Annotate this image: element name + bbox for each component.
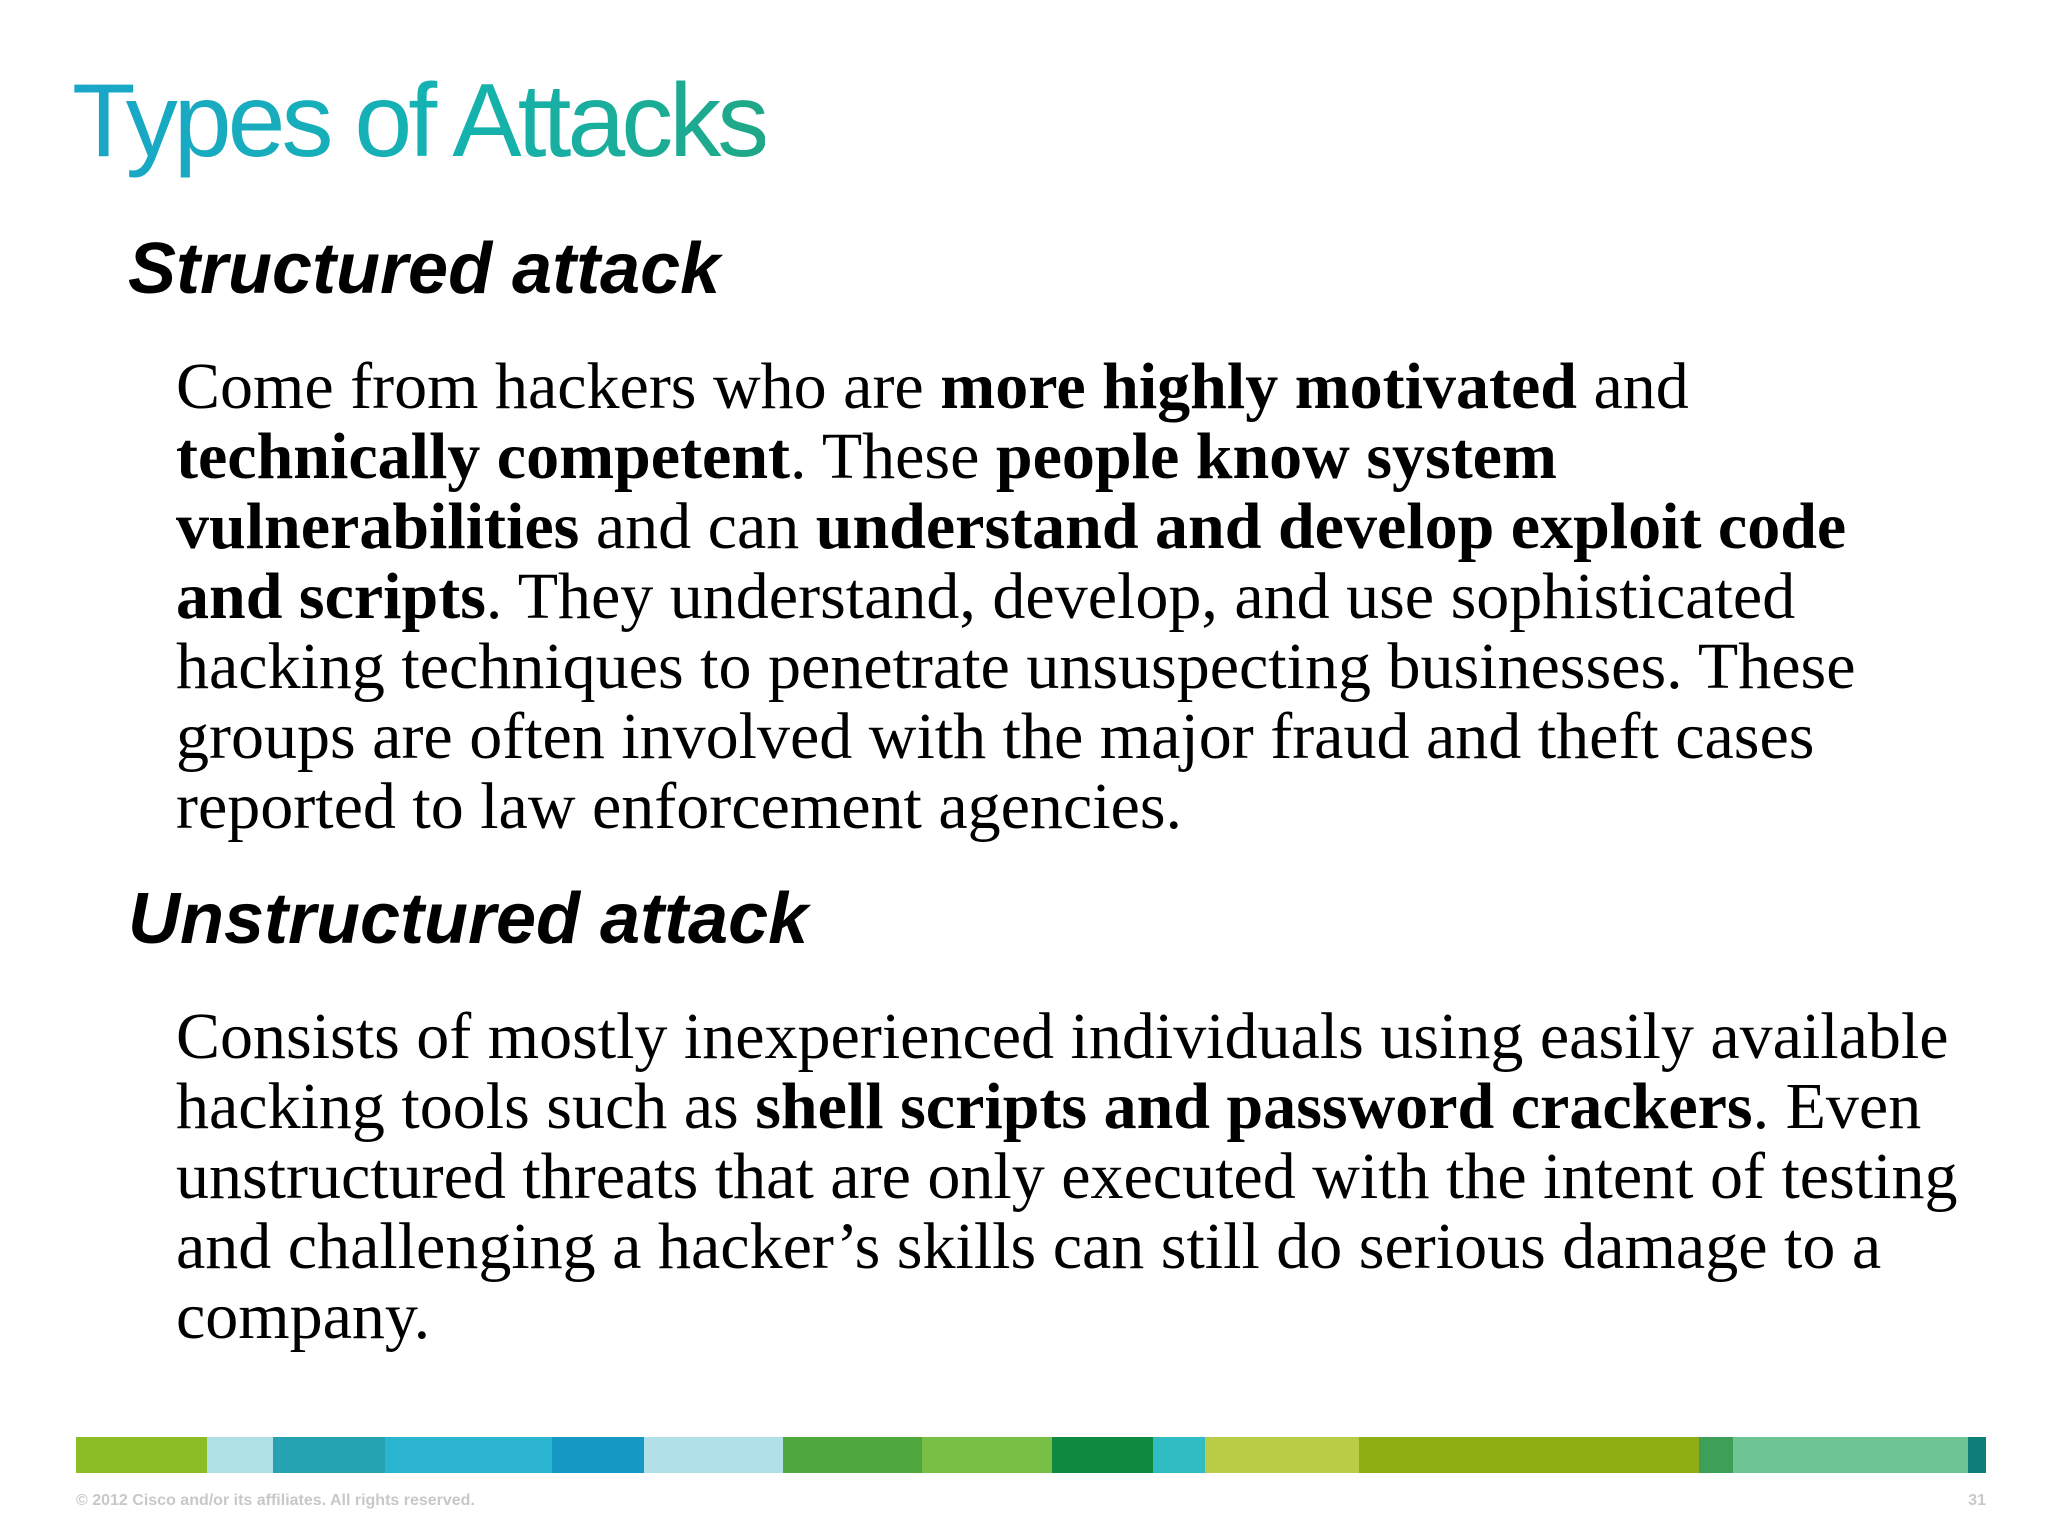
color-bar-segment xyxy=(207,1437,273,1473)
page-number: 31 xyxy=(1968,1492,1986,1509)
color-bar-segment xyxy=(1153,1437,1205,1473)
color-bar-segment xyxy=(1359,1437,1698,1473)
color-bar-segment xyxy=(76,1437,207,1473)
body-text: . They understand, develop, and use sophisticated hacking techniques to penetrate unsuspecting businesses. These groups are often involved with the major fraud and theft cases reported to law enforcement agencies. xyxy=(176,560,1856,843)
color-bar-segment xyxy=(1733,1437,1968,1473)
color-bar-segment xyxy=(1968,1437,1986,1473)
body-text: . These xyxy=(790,420,996,493)
section-paragraph-unstructured xyxy=(176,1002,1966,1352)
color-bar-segment xyxy=(385,1437,552,1473)
body-text: and can xyxy=(579,490,816,563)
body-text: and xyxy=(1576,350,1689,423)
color-bar-segment xyxy=(1052,1437,1152,1473)
section-paragraph-structured xyxy=(176,352,1966,842)
emphasis-text: understand and develop exploit code and scripts xyxy=(176,490,1847,633)
color-bar-segment xyxy=(922,1437,1053,1473)
color-bar-segment xyxy=(552,1437,644,1473)
copyright-notice: © 2012 Cisco and/or its affiliates. All rights reserved. xyxy=(76,1492,475,1509)
color-bar-segment xyxy=(644,1437,783,1473)
color-bar-segment xyxy=(783,1437,922,1473)
body-text: . Even unstructured threats that are only executed with the intent of testing and challenging a hacker’s skills can still do serious damage to a company. xyxy=(176,1070,1958,1353)
color-bar-segment xyxy=(1205,1437,1360,1473)
emphasis-text: people know system vulnerabilities xyxy=(176,420,1557,563)
color-bar-segment xyxy=(1699,1437,1733,1473)
color-bar-segment xyxy=(273,1437,385,1473)
section-heading-structured: Structured attack xyxy=(128,229,721,309)
emphasis-text: more highly motivated xyxy=(940,350,1577,423)
emphasis-text: shell scripts and password crackers xyxy=(755,1070,1753,1143)
slide-title: Types of Attacks xyxy=(72,62,765,182)
body-text: Consists of mostly inexperienced individuals using easily available hacking tools such as xyxy=(176,1000,1949,1143)
section-heading-unstructured: Unstructured attack xyxy=(128,879,809,959)
emphasis-text: technically competent xyxy=(176,420,791,493)
body-text: Come from hackers who are xyxy=(176,350,941,423)
decorative-color-bar xyxy=(76,1437,1986,1473)
